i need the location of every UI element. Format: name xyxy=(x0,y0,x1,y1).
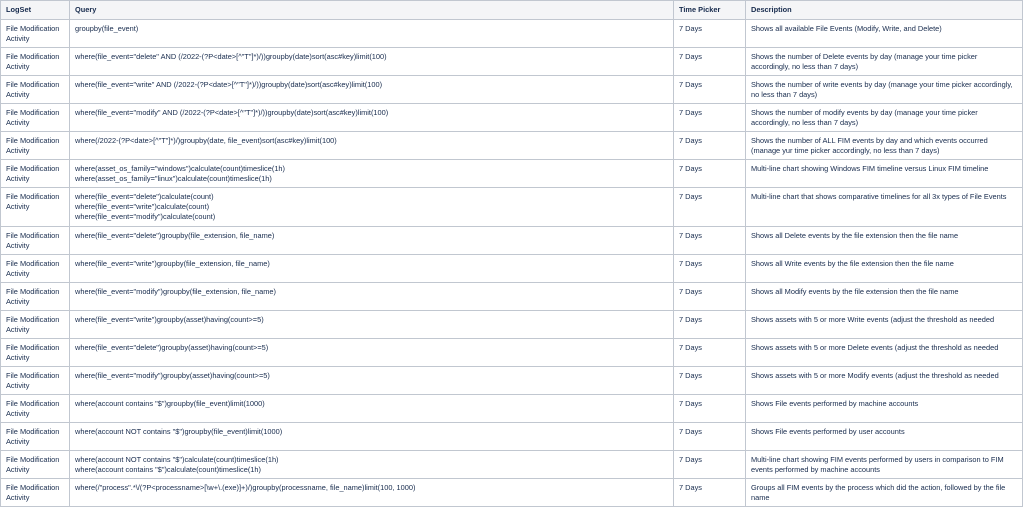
table-row xyxy=(1,227,1023,255)
query-line: where(file_event="delete")groupby(file_extension, file_name) xyxy=(75,231,275,240)
cell-query xyxy=(70,451,674,479)
table-row xyxy=(1,188,1023,227)
cell-logset: File Modification Activity xyxy=(1,423,70,451)
cell-description: Groups all FIM events by the process which did the action, followed by the file name xyxy=(746,479,1023,507)
cell-logset: File Modification Activity xyxy=(1,48,70,76)
cell-time-picker: 7 Days xyxy=(674,255,746,283)
table-row xyxy=(1,104,1023,132)
cell-logset: File Modification Activity xyxy=(1,104,70,132)
cell-description: Shows the number of Delete events by day (manage your time picker accordingly, no less than 7 days) xyxy=(746,48,1023,76)
query-line: where(file_event="write" AND (/2022-(?P<date>[^"T"]*)/))groupby(date)sort(asc#key)limit(100) xyxy=(75,80,383,89)
table-row xyxy=(1,160,1023,188)
cell-query xyxy=(70,395,674,423)
table-row xyxy=(1,339,1023,367)
cell-description: Multi-line chart that shows comparative timelines for all 3x types of File Events xyxy=(746,188,1023,227)
cell-query xyxy=(70,227,674,255)
cell-query xyxy=(70,367,674,395)
cell-description: Shows all Delete events by the file extension then the file name xyxy=(746,227,1023,255)
header-logset: LogSet xyxy=(1,1,70,20)
cell-logset: File Modification Activity xyxy=(1,20,70,48)
cell-time-picker: 7 Days xyxy=(674,339,746,367)
query-line: where(file_event="modify")groupby(asset)having(count>=5) xyxy=(75,371,270,380)
cell-time-picker: 7 Days xyxy=(674,20,746,48)
cell-description: Shows all available File Events (Modify, Write, and Delete) xyxy=(746,20,1023,48)
query-line: where(/2022-(?P<date>[^"T"]*)/)groupby(date, file_event)sort(asc#key)limit(100) xyxy=(75,136,337,145)
cell-logset: File Modification Activity xyxy=(1,451,70,479)
cell-logset: File Modification Activity xyxy=(1,132,70,160)
cell-logset: File Modification Activity xyxy=(1,367,70,395)
header-description: Description xyxy=(746,1,1023,20)
cell-logset: File Modification Activity xyxy=(1,395,70,423)
cell-time-picker: 7 Days xyxy=(674,104,746,132)
cell-query xyxy=(70,160,674,188)
cell-description: Shows all Write events by the file extension then the file name xyxy=(746,255,1023,283)
table-row xyxy=(1,283,1023,311)
query-line: where(file_event="modify" AND (/2022-(?P<date>[^"T"]*)/))groupby(date)sort(asc#key)limit(100) xyxy=(75,108,389,117)
cell-description: Shows assets with 5 or more Modify events (adjust the threshold as needed xyxy=(746,367,1023,395)
query-line: where(file_event="delete" AND (/2022-(?P<date>[^"T"]*)/))groupby(date)sort(asc#key)limit(100) xyxy=(75,52,387,61)
cell-query xyxy=(70,188,674,227)
cell-time-picker: 7 Days xyxy=(674,451,746,479)
cell-query xyxy=(70,311,674,339)
table-row xyxy=(1,423,1023,451)
cell-description: Shows File events performed by machine accounts xyxy=(746,395,1023,423)
cell-time-picker: 7 Days xyxy=(674,423,746,451)
cell-logset: File Modification Activity xyxy=(1,227,70,255)
query-line: where(file_event="write")calculate(count) xyxy=(75,202,210,211)
table-row xyxy=(1,48,1023,76)
query-line: groupby(file_event) xyxy=(75,24,139,33)
table-row xyxy=(1,20,1023,48)
cell-description: Shows the number of ALL FIM events by day and which events occurred (manage yur time picker accordingly, no less than 7 days) xyxy=(746,132,1023,160)
query-line: where(account NOT contains "$")calculate(count)timeslice(1h) xyxy=(75,455,279,464)
table-row xyxy=(1,451,1023,479)
cell-query xyxy=(70,255,674,283)
cell-time-picker: 7 Days xyxy=(674,283,746,311)
cell-query xyxy=(70,76,674,104)
table-row xyxy=(1,367,1023,395)
cell-logset: File Modification Activity xyxy=(1,479,70,507)
cell-logset: File Modification Activity xyxy=(1,339,70,367)
table-row xyxy=(1,479,1023,507)
cell-time-picker: 7 Days xyxy=(674,311,746,339)
cell-time-picker: 7 Days xyxy=(674,160,746,188)
cell-time-picker: 7 Days xyxy=(674,479,746,507)
cell-query xyxy=(70,423,674,451)
table-row xyxy=(1,76,1023,104)
cell-description: Shows assets with 5 or more Write events (adjust the threshold as needed xyxy=(746,311,1023,339)
query-line: where(/"process".*\/(?P<processname>[\w+\.(exe)]+)/)groupby(processname, file_name)limit(100, 1000) xyxy=(75,483,416,492)
query-line: where(file_event="modify")groupby(file_extension, file_name) xyxy=(75,287,276,296)
cell-time-picker: 7 Days xyxy=(674,395,746,423)
cell-time-picker: 7 Days xyxy=(674,132,746,160)
header-time-picker: Time Picker xyxy=(674,1,746,20)
query-line: where(account contains "$")calculate(count)timeslice(1h) xyxy=(75,465,261,474)
table-row xyxy=(1,132,1023,160)
cell-time-picker: 7 Days xyxy=(674,367,746,395)
table-row xyxy=(1,395,1023,423)
cell-query xyxy=(70,104,674,132)
cell-description: Multi-line chart showing FIM events performed by users in comparison to FIM events performed by machine accounts xyxy=(746,451,1023,479)
cell-logset: File Modification Activity xyxy=(1,311,70,339)
query-line: where(file_event="write")groupby(asset)having(count>=5) xyxy=(75,315,264,324)
cell-time-picker: 7 Days xyxy=(674,76,746,104)
cell-query xyxy=(70,20,674,48)
cell-logset: File Modification Activity xyxy=(1,283,70,311)
cell-time-picker: 7 Days xyxy=(674,188,746,227)
query-line: where(asset_os_family="windows")calculate(count)timeslice(1h) xyxy=(75,164,286,173)
table-header-row xyxy=(1,1,1023,20)
cell-logset: File Modification Activity xyxy=(1,76,70,104)
cell-logset: File Modification Activity xyxy=(1,255,70,283)
cell-description: Multi-line chart showing Windows FIM timeline versus Linux FIM timeline xyxy=(746,160,1023,188)
cell-description: Shows File events performed by user accounts xyxy=(746,423,1023,451)
cell-logset: File Modification Activity xyxy=(1,160,70,188)
query-line: where(account contains "$")groupby(file_event)limit(1000) xyxy=(75,399,265,408)
query-line: where(file_event="modify")calculate(count) xyxy=(75,212,216,221)
table-row xyxy=(1,311,1023,339)
cell-description: Shows the number of write events by day (manage your time picker accordingly, no less than 7 days) xyxy=(746,76,1023,104)
query-line: where(file_event="delete")calculate(count) xyxy=(75,192,214,201)
cell-query xyxy=(70,283,674,311)
query-line: where(file_event="delete")groupby(asset)having(count>=5) xyxy=(75,343,269,352)
cell-time-picker: 7 Days xyxy=(674,48,746,76)
table-row xyxy=(1,255,1023,283)
header-query: Query xyxy=(70,1,674,20)
cell-query xyxy=(70,339,674,367)
cell-logset: File Modification Activity xyxy=(1,188,70,227)
query-line: where(asset_os_family="linux")calculate(count)timeslice(1h) xyxy=(75,174,272,183)
cell-description: Shows assets with 5 or more Delete events (adjust the threshold as needed xyxy=(746,339,1023,367)
cell-description: Shows the number of modify events by day (manage your time picker accordingly, no less than 7 days) xyxy=(746,104,1023,132)
cell-time-picker: 7 Days xyxy=(674,227,746,255)
query-line: where(file_event="write")groupby(file_extension, file_name) xyxy=(75,259,270,268)
cell-query xyxy=(70,48,674,76)
cell-query xyxy=(70,479,674,507)
cell-description: Shows all Modify events by the file extension then the file name xyxy=(746,283,1023,311)
query-line: where(account NOT contains "$")groupby(file_event)limit(1000) xyxy=(75,427,283,436)
cell-query xyxy=(70,132,674,160)
table-body xyxy=(1,20,1023,507)
